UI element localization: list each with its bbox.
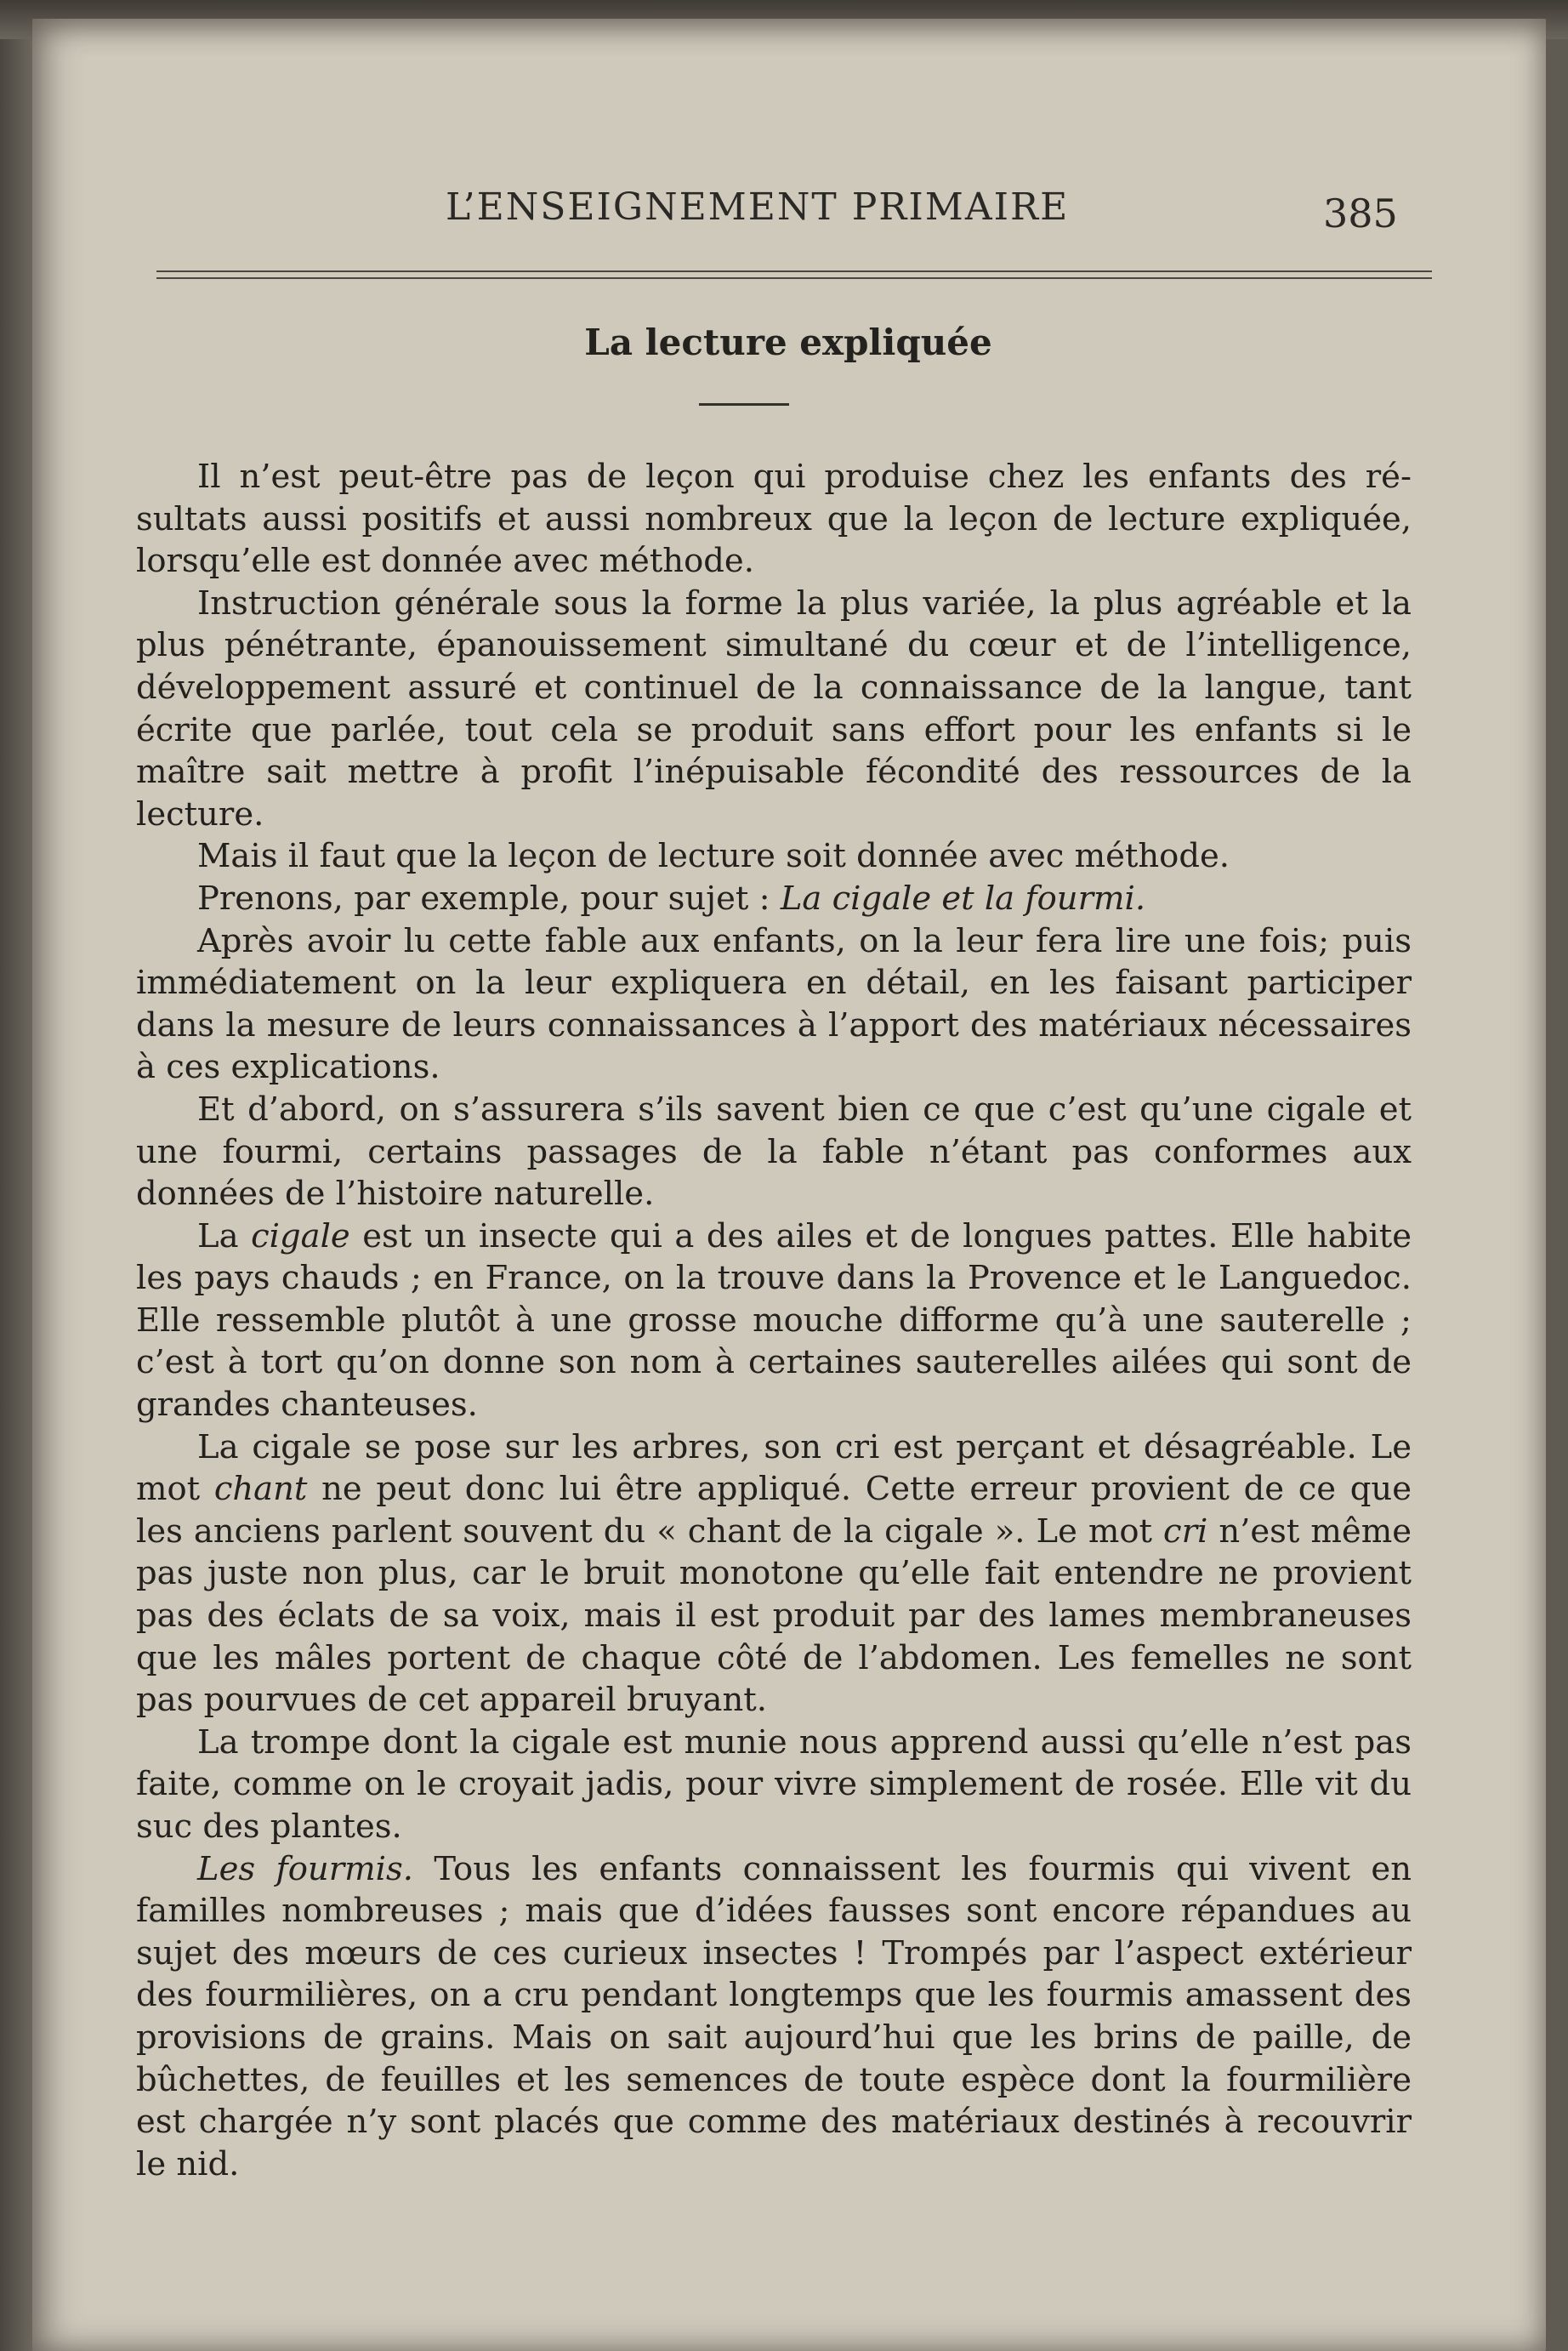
paragraph: [136, 1848, 1412, 2186]
paragraph-text: La: [197, 1216, 252, 1255]
paragraph: Il n’est peut-être pas de leçon qui produise chez les enfants des résultats aussi positifs et aussi nombreux que la leçon de lecture expliquée, lorsqu’elle est donnée avec méthode.: [136, 458, 1412, 581]
paragraph: [136, 1426, 1412, 1722]
italic-term: cri: [1163, 1511, 1208, 1551]
italic-term: cigale: [251, 1216, 350, 1255]
article-title: La lecture expliquée: [584, 322, 992, 363]
running-head: [0, 185, 1568, 245]
header-rule-bottom: [156, 277, 1432, 279]
running-title: L’ENSEIGNEMENT PRIMAIRE: [446, 185, 1070, 229]
paragraph: Mais il faut que la leçon de lecture soit donnée avec méthode.: [197, 837, 1230, 876]
article-body: [136, 456, 1412, 2185]
paragraph: Instruction générale sous la forme la plus variée, la plus agréable et la plus pénétrante, épanouissement simultané du cœur et de l’intelligence, développement assuré et continuel de la connaissance de la langue, tant écrite que parlée, tout cela se produit sans effort pour les enfants si le maître sait mettre à profit l’inépuisable fécondité des ressources de la lecture.: [136, 583, 1412, 834]
paragraph-text: ne peut donc lui être appliqué. Cette erreur provient de ce que les anciens parlent souvent du « chant de la cigale ». Le mot: [136, 1470, 1412, 1551]
paragraph: [136, 1215, 1412, 1426]
paragraph-text: La cigale se pose sur les arbres, son cri est perçant et désagréable. Le mot: [136, 1427, 1412, 1509]
paragraph: Après avoir lu cette fable aux enfants, on la leur fera lire une fois; puis immédiatement on la leur expliquera en détail, en les faisant participer dans la mesure de leurs connaissances à l’apport des matériaux nécessaires à ces explications.: [136, 921, 1412, 1087]
page-number: 385: [1323, 191, 1398, 236]
fable-title: La cigale et la fourmi.: [780, 879, 1146, 918]
header-rule-top: [156, 270, 1432, 272]
paragraph: [136, 878, 1412, 920]
paragraph-text: est un insecte qui a des ailes et de longues pattes. Elle habite les pays chauds ; en France, on la trouve dans la Provence et le Languedoc. Elle ressemble plutôt à une grosse mouche difforme qu’à une sauterelle ; c’est à tort qu’on donne son nom à certaines sauterelles ailées qui sont de grandes chanteuses.: [136, 1216, 1412, 1425]
title-ornament-rule: [699, 403, 789, 406]
paragraph-text: Prenons, par exemple, pour sujet :: [197, 879, 781, 918]
paragraph-text: Tous les enfants connaissent les fourmis qui vivent en familles nombreuses ; mais que d’idées fausses sont encore répandues au sujet des mœurs de ces curieux insectes ! Trompés par l’aspect extérieur des fourmilières, on a cru pendant longtemps que les fourmis amassent des provisions de grains. Mais on sait aujourd’hui que les brins de paille, de bûchettes, de feuilles et les semences de toute espèce dont la fourmilière est chargée n’y sont placés que comme des matériaux destinés à recouvrir le nid.: [136, 1849, 1412, 2183]
paragraph: La trompe dont la cigale est munie nous apprend aussi qu’elle n’est pas faite, comme on le croyait jadis, pour vivre simplement de rosée. Elle vit du suc des plantes.: [136, 1722, 1412, 1846]
section-lead: Les fourmis.: [197, 1849, 413, 1888]
paragraph-text: n’est même pas juste non plus, car le bruit monotone qu’elle fait entendre ne provient pas des éclats de sa voix, mais il est produit par des lames membraneuses que les mâles portent de chaque côté de l’abdomen. Les femelles ne sont pas pourvues de cet appareil bruyant.: [136, 1511, 1412, 1720]
paragraph: Et d’abord, on s’assurera s’ils savent bien ce que c’est qu’une cigale et une fourmi, certains passages de la fable n’étant pas conformes aux données de l’histoire naturelle.: [136, 1090, 1412, 1214]
italic-term: chant: [213, 1470, 308, 1509]
